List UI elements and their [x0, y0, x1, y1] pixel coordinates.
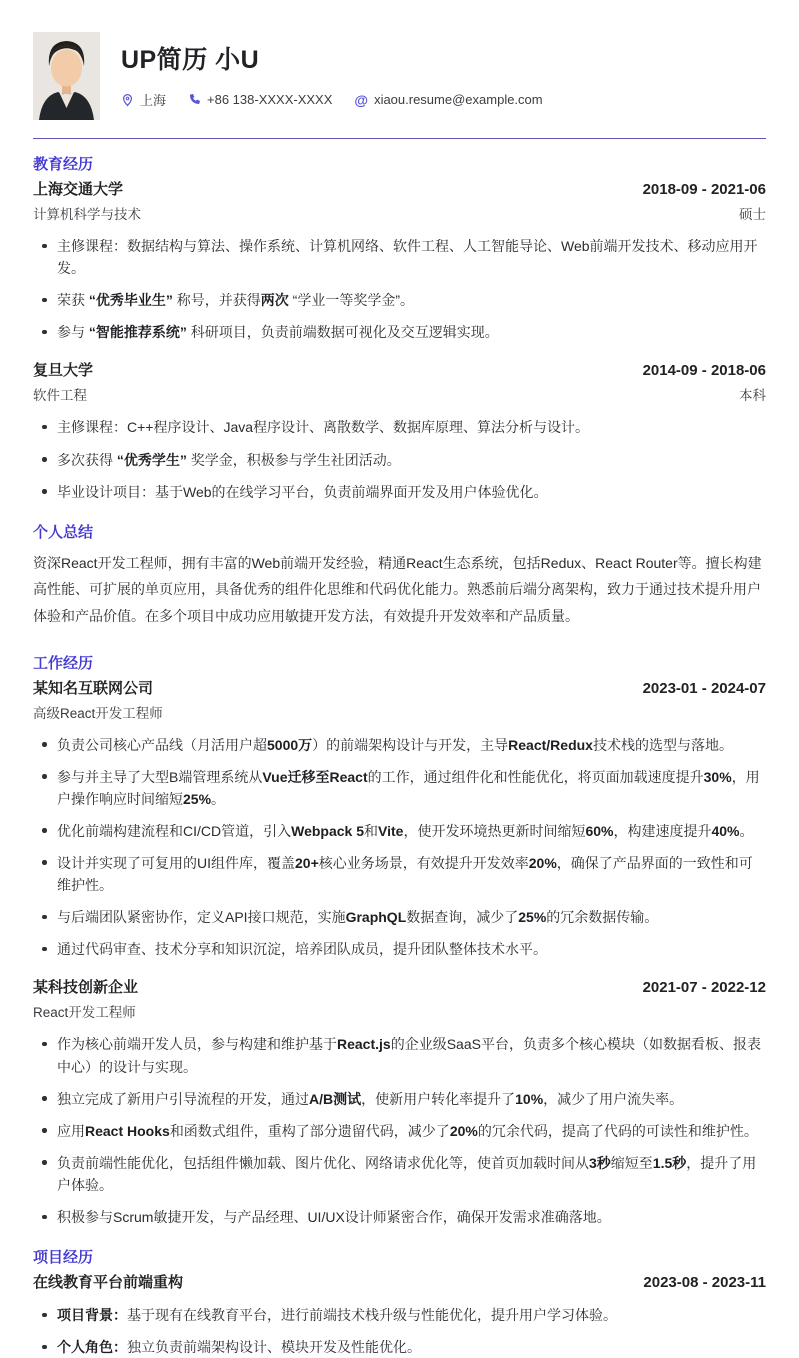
- section-education: [33, 153, 766, 503]
- degree-name: 本科: [739, 388, 766, 404]
- projects-section-title: 项目经历: [33, 1249, 94, 1267]
- resume-body: [0, 139, 799, 1358]
- work-bullet-list: [33, 734, 766, 961]
- location-text: 上海: [140, 93, 167, 108]
- education-date-range: 2018-09 - 2021-06: [642, 181, 766, 198]
- bullet-item: [33, 1088, 766, 1110]
- section-summary: [33, 521, 766, 630]
- education-entry-head: [33, 178, 766, 199]
- work-entries: [33, 677, 766, 1229]
- bullet-item: [33, 1033, 766, 1077]
- resume-header: [0, 0, 799, 120]
- bullet-text: 作为核心前端开发人员，参与构建和维护基于React.js的企业级SaaS平台，负责多个核心模块（如数据看板、报表中心）的设计与实现。: [57, 1036, 761, 1075]
- job-title: 高级React开发工程师: [33, 705, 163, 721]
- bullet-text: 荣获 “优秀毕业生” 称号，并获得两次 “学业一等奖学金”。: [57, 292, 414, 309]
- major-name: 软件工程: [33, 388, 87, 404]
- work-entry-head: [33, 677, 766, 698]
- profile-photo: [33, 32, 100, 120]
- work-section-title: 工作经历: [33, 654, 94, 672]
- project-entry-head: [33, 1271, 766, 1292]
- work-bullet-list: [33, 1033, 766, 1228]
- bullet-item: [33, 1304, 766, 1326]
- bullet-item: [33, 416, 766, 438]
- education-entry-sub: [33, 384, 766, 404]
- bullet-item: [33, 1120, 766, 1142]
- bullet-text: 设计并实现了可复用的UI组件库，覆盖20+核心业务场景，有效提升开发效率20%，确保了产品界面的一致性和可维护性。: [57, 854, 753, 894]
- education-date-range: 2014-09 - 2018-06: [642, 362, 766, 380]
- email-text: xiaou.resume@example.com: [374, 92, 543, 107]
- bullet-text: 毕业设计项目：基于Web的在线学习平台，负责前端界面开发及用户体验优化。: [57, 483, 548, 500]
- work-entry-sub: [33, 702, 766, 722]
- contact-location: [121, 90, 166, 109]
- phone-text: +86 138-XXXX-XXXX: [207, 92, 333, 107]
- bullet-text: 应用React Hooks和函数式组件，重构了部分遗留代码，减少了20%的冗余代码，提高了代码的可读性和维护性。: [57, 1122, 758, 1139]
- bullet-item: [33, 906, 766, 928]
- contact-phone: [188, 92, 332, 107]
- bullet-text: 主修课程：C++程序设计、Java程序设计、离散数学、数据库原理、算法分析与设计。: [57, 419, 590, 436]
- education-entries: [33, 178, 766, 503]
- bullet-item: [33, 1206, 766, 1228]
- bullet-text: 负责前端性能优化，包括组件懒加载、图片优化、网络请求优化等，使首页加载时间从3秒缩短至1.5秒，提升了用户体验。: [57, 1154, 757, 1193]
- major-name: 计算机科学与技术: [33, 207, 141, 222]
- section-projects: [33, 1246, 766, 1358]
- education-entry: [33, 359, 766, 502]
- summary-text: 资深React开发工程师，拥有丰富的Web前端开发经验，精通React生态系统，包括Redux、React Router等。擅长构建高性能、可扩展的单页应用，具备优秀的组件化思维和代码优化能力。熟悉前后端分离架构，致力于通过技术提升用户体验和产品价值。在多个项目中成功应用敏捷开发方法，有效提升开发效率和产品质量。: [33, 554, 762, 624]
- project-entries: [33, 1271, 766, 1358]
- bullet-item: [33, 766, 766, 810]
- work-entry-sub: [33, 1001, 766, 1021]
- school-name: 复旦大学: [33, 362, 94, 380]
- candidate-name: UP简历 小U: [121, 46, 260, 74]
- email-at-icon: @: [354, 91, 369, 108]
- degree-name: 硕士: [739, 207, 766, 222]
- work-entry: [33, 677, 766, 961]
- phone-icon: [188, 93, 201, 106]
- company-name: 某科技创新企业: [33, 979, 139, 997]
- education-bullet-list: [33, 416, 766, 502]
- header-text: [121, 32, 543, 109]
- bullet-text: 项目背景：基于现有在线教育平台，进行前端技术栈升级与性能优化，提升用户学习体验。: [57, 1307, 617, 1324]
- bullet-text: 优化前端构建流程和CI/CD管道，引入Webpack 5和Vite，使开发环境热更新时间缩短60%，构建速度提升40%。: [57, 822, 754, 839]
- work-date-range: 2021-07 - 2022-12: [642, 979, 766, 997]
- bullet-text: 参与 “智能推荐系统” 科研项目，负责前端数据可视化及交互逻辑实现。: [57, 324, 499, 341]
- bullet-text: 负责公司核心产品线（月活用户超5000万）的前端架构设计与开发，主导React/Redux技术栈的选型与落地。: [57, 736, 733, 753]
- bullet-item: [33, 820, 766, 842]
- education-section-title: 教育经历: [33, 156, 94, 173]
- bullet-item: [33, 734, 766, 756]
- work-date-range: 2023-01 - 2024-07: [642, 679, 766, 697]
- work-entry: [33, 976, 766, 1228]
- bullet-item: [33, 321, 766, 343]
- contact-row: [121, 90, 543, 109]
- school-name: 上海交通大学: [33, 181, 124, 198]
- bullet-item: [33, 1336, 766, 1358]
- bullet-text: 参与并主导了大型B端管理系统从Vue迁移至React的工作，通过组件化和性能优化，将页面加载速度提升30%，用户操作响应时间缩短25%。: [57, 768, 760, 807]
- bullet-item: [33, 449, 766, 471]
- project-entry: [33, 1271, 766, 1358]
- bullet-item: [33, 289, 766, 311]
- education-entry: [33, 178, 766, 343]
- bullet-item: [33, 852, 766, 896]
- bullet-text: 通过代码审查、技术分享和知识沉淀，培养团队成员，提升团队整体技术水平。: [57, 941, 547, 958]
- section-work: [33, 652, 766, 1229]
- project-bullet-list: [33, 1304, 766, 1358]
- location-pin-icon: [121, 93, 134, 107]
- bullet-item: [33, 938, 766, 960]
- bullet-text: 主修课程：数据结构与算法、操作系统、计算机网络、软件工程、人工智能导论、Web前端开发技术、移动应用开发。: [57, 238, 758, 277]
- education-bullet-list: [33, 235, 766, 343]
- contact-email: [354, 92, 542, 107]
- education-entry-sub: [33, 203, 766, 223]
- bullet-text: 积极参与Scrum敏捷开发，与产品经理、UI/UX设计师紧密合作，确保开发需求准确落地。: [57, 1209, 611, 1226]
- project-date-range: 2023-08 - 2023-11: [643, 1274, 766, 1292]
- bullet-item: [33, 481, 766, 503]
- bullet-text: 多次获得 “优秀学生” 奖学金，积极参与学生社团活动。: [57, 451, 401, 468]
- bullet-item: [33, 235, 766, 279]
- bullet-text: 与后端团队紧密协作，定义API接口规范，实施GraphQL数据查询，减少了25%的冗余数据传输。: [57, 909, 659, 926]
- bullet-item: [33, 1152, 766, 1196]
- education-entry-head: [33, 359, 766, 380]
- bullet-text: 独立完成了新用户引导流程的开发，通过A/B测试，使新用户转化率提升了10%，减少了用户流失率。: [57, 1090, 684, 1107]
- work-entry-head: [33, 976, 766, 997]
- project-name: 在线教育平台前端重构: [33, 1274, 184, 1292]
- profile-photo-illustration: [33, 32, 100, 120]
- summary-section-title: 个人总结: [33, 523, 94, 541]
- company-name: 某知名互联网公司: [33, 679, 154, 697]
- job-title: React开发工程师: [33, 1005, 136, 1021]
- bullet-text: 个人角色：独立负责前端架构设计、模块开发及性能优化。: [57, 1339, 421, 1356]
